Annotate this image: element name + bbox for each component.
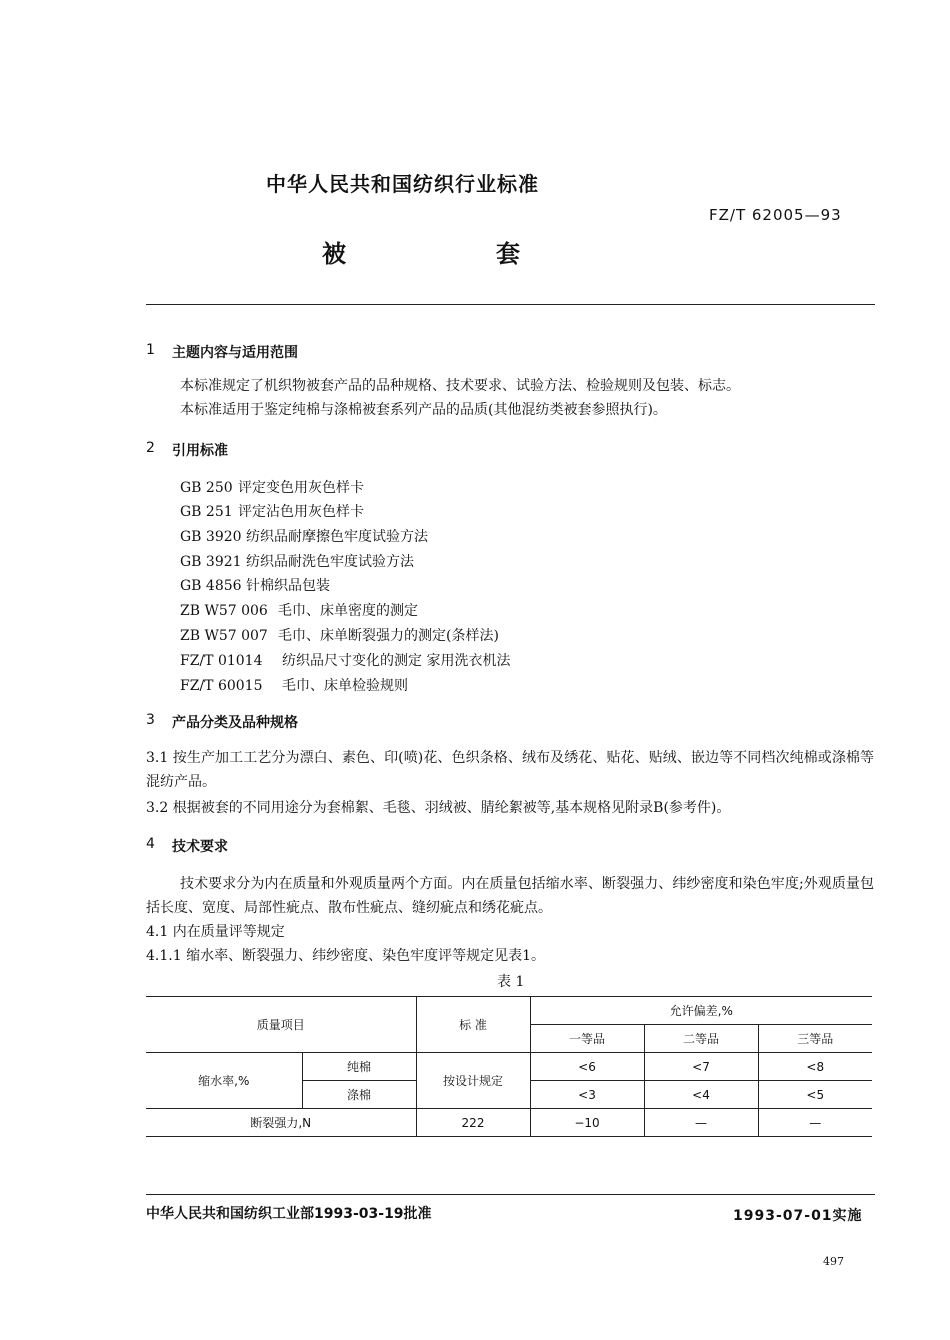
table-cell: — xyxy=(644,1109,758,1137)
reference-item: ZB W57 007 毛巾、床单断裂强力的测定(条样法) xyxy=(180,628,499,644)
table-cell: — xyxy=(758,1109,872,1137)
issuing-org: 中华人民共和国纺织行业标准 xyxy=(266,172,539,196)
table-cell: <6 xyxy=(530,1053,644,1081)
section-title: 产品分类及品种规格 xyxy=(172,715,298,731)
subsection-heading: 4.1 内在质量评等规定 xyxy=(146,924,285,940)
quality-table xyxy=(146,996,872,1137)
section-title: 主题内容与适用范围 xyxy=(172,345,298,361)
table-cell: <8 xyxy=(758,1053,872,1081)
paragraph: 3.1 按生产加工工艺分为漂白、素色、印(喷)花、色织条格、绒布及绣花、贴花、贴绒、嵌边等不同档次纯棉或涤棉等混纺产品。 xyxy=(146,750,874,790)
section-number: 3 xyxy=(146,712,155,728)
header-grade-1: 一等品 xyxy=(530,1025,644,1053)
doc-title-part1: 被 xyxy=(322,240,346,268)
cell-by-design: 按设计规定 xyxy=(416,1053,530,1109)
reference-item: GB 4856 针棉织品包装 xyxy=(180,578,330,594)
paragraph: 本标准适用于鉴定纯棉与涤棉被套系列产品的品质(其他混纺类被套参照执行)。 xyxy=(180,402,667,418)
standard-code: FZ/T 62005—93 xyxy=(709,206,842,224)
page-number: 497 xyxy=(823,1255,844,1268)
header-grade-3: 三等品 xyxy=(758,1025,872,1053)
approval-line: 中华人民共和国纺织工业部1993-03-19批准 xyxy=(146,1206,432,1222)
table-cell: <5 xyxy=(758,1081,872,1109)
table-cell: −10 xyxy=(530,1109,644,1137)
table-cell: <3 xyxy=(530,1081,644,1109)
paragraph: 技术要求分为内在质量和外观质量两个方面。内在质量包括缩水率、断裂强力、纬纱密度和染色牢度;外观质量包括长度、宽度、局部性疵点、散布性疵点、缝纫疵点和绣花疵点。 xyxy=(146,876,874,916)
section-number: 1 xyxy=(146,342,155,358)
table-caption: 表 1 xyxy=(497,974,525,990)
header-rule xyxy=(146,304,875,305)
reference-item: ZB W57 006 毛巾、床单密度的测定 xyxy=(180,603,418,619)
reference-item: FZ/T 01014 纺织品尺寸变化的测定 家用洗衣机法 xyxy=(180,653,511,669)
row-label-poly-cotton: 涤棉 xyxy=(302,1081,416,1109)
effective-date: 1993-07-01实施 xyxy=(733,1208,863,1224)
reference-item: FZ/T 60015 毛巾、床单检验规则 xyxy=(180,678,408,694)
section-number: 4 xyxy=(146,836,155,852)
footer-rule xyxy=(146,1194,875,1195)
row-label-shrinkage: 缩水率,% xyxy=(146,1053,302,1109)
header-tolerance: 允许偏差,% xyxy=(530,997,872,1025)
table-cell: 222 xyxy=(416,1109,530,1137)
table-cell: <4 xyxy=(644,1081,758,1109)
doc-title-part2: 套 xyxy=(496,240,520,268)
row-label-cotton: 纯棉 xyxy=(302,1053,416,1081)
reference-item: GB 3921 纺织品耐洗色牢度试验方法 xyxy=(180,554,414,570)
reference-item: GB 250 评定变色用灰色样卡 xyxy=(180,480,364,496)
reference-item: GB 251 评定沾色用灰色样卡 xyxy=(180,504,364,520)
header-grade-2: 二等品 xyxy=(644,1025,758,1053)
header-standard: 标 准 xyxy=(416,997,530,1053)
subsection-heading: 4.1.1 缩水率、断裂强力、纬纱密度、染色牢度评等规定见表1。 xyxy=(146,948,545,964)
table-cell: <7 xyxy=(644,1053,758,1081)
row-label-breaking-strength: 断裂强力,N xyxy=(146,1109,416,1137)
section-number: 2 xyxy=(146,440,155,456)
section-title: 技术要求 xyxy=(172,839,228,855)
paragraph: 3.2 根据被套的不同用途分为套棉絮、毛毯、羽绒被、腈纶絮被等,基本规格见附录B(参考件)。 xyxy=(146,800,731,816)
header-quality-item: 质量项目 xyxy=(146,997,416,1053)
section-title: 引用标准 xyxy=(172,443,228,459)
paragraph: 本标准规定了机织物被套产品的品种规格、技术要求、试验方法、检验规则及包装、标志。 xyxy=(180,378,740,394)
reference-item: GB 3920 纺织品耐摩擦色牢度试验方法 xyxy=(180,529,428,545)
